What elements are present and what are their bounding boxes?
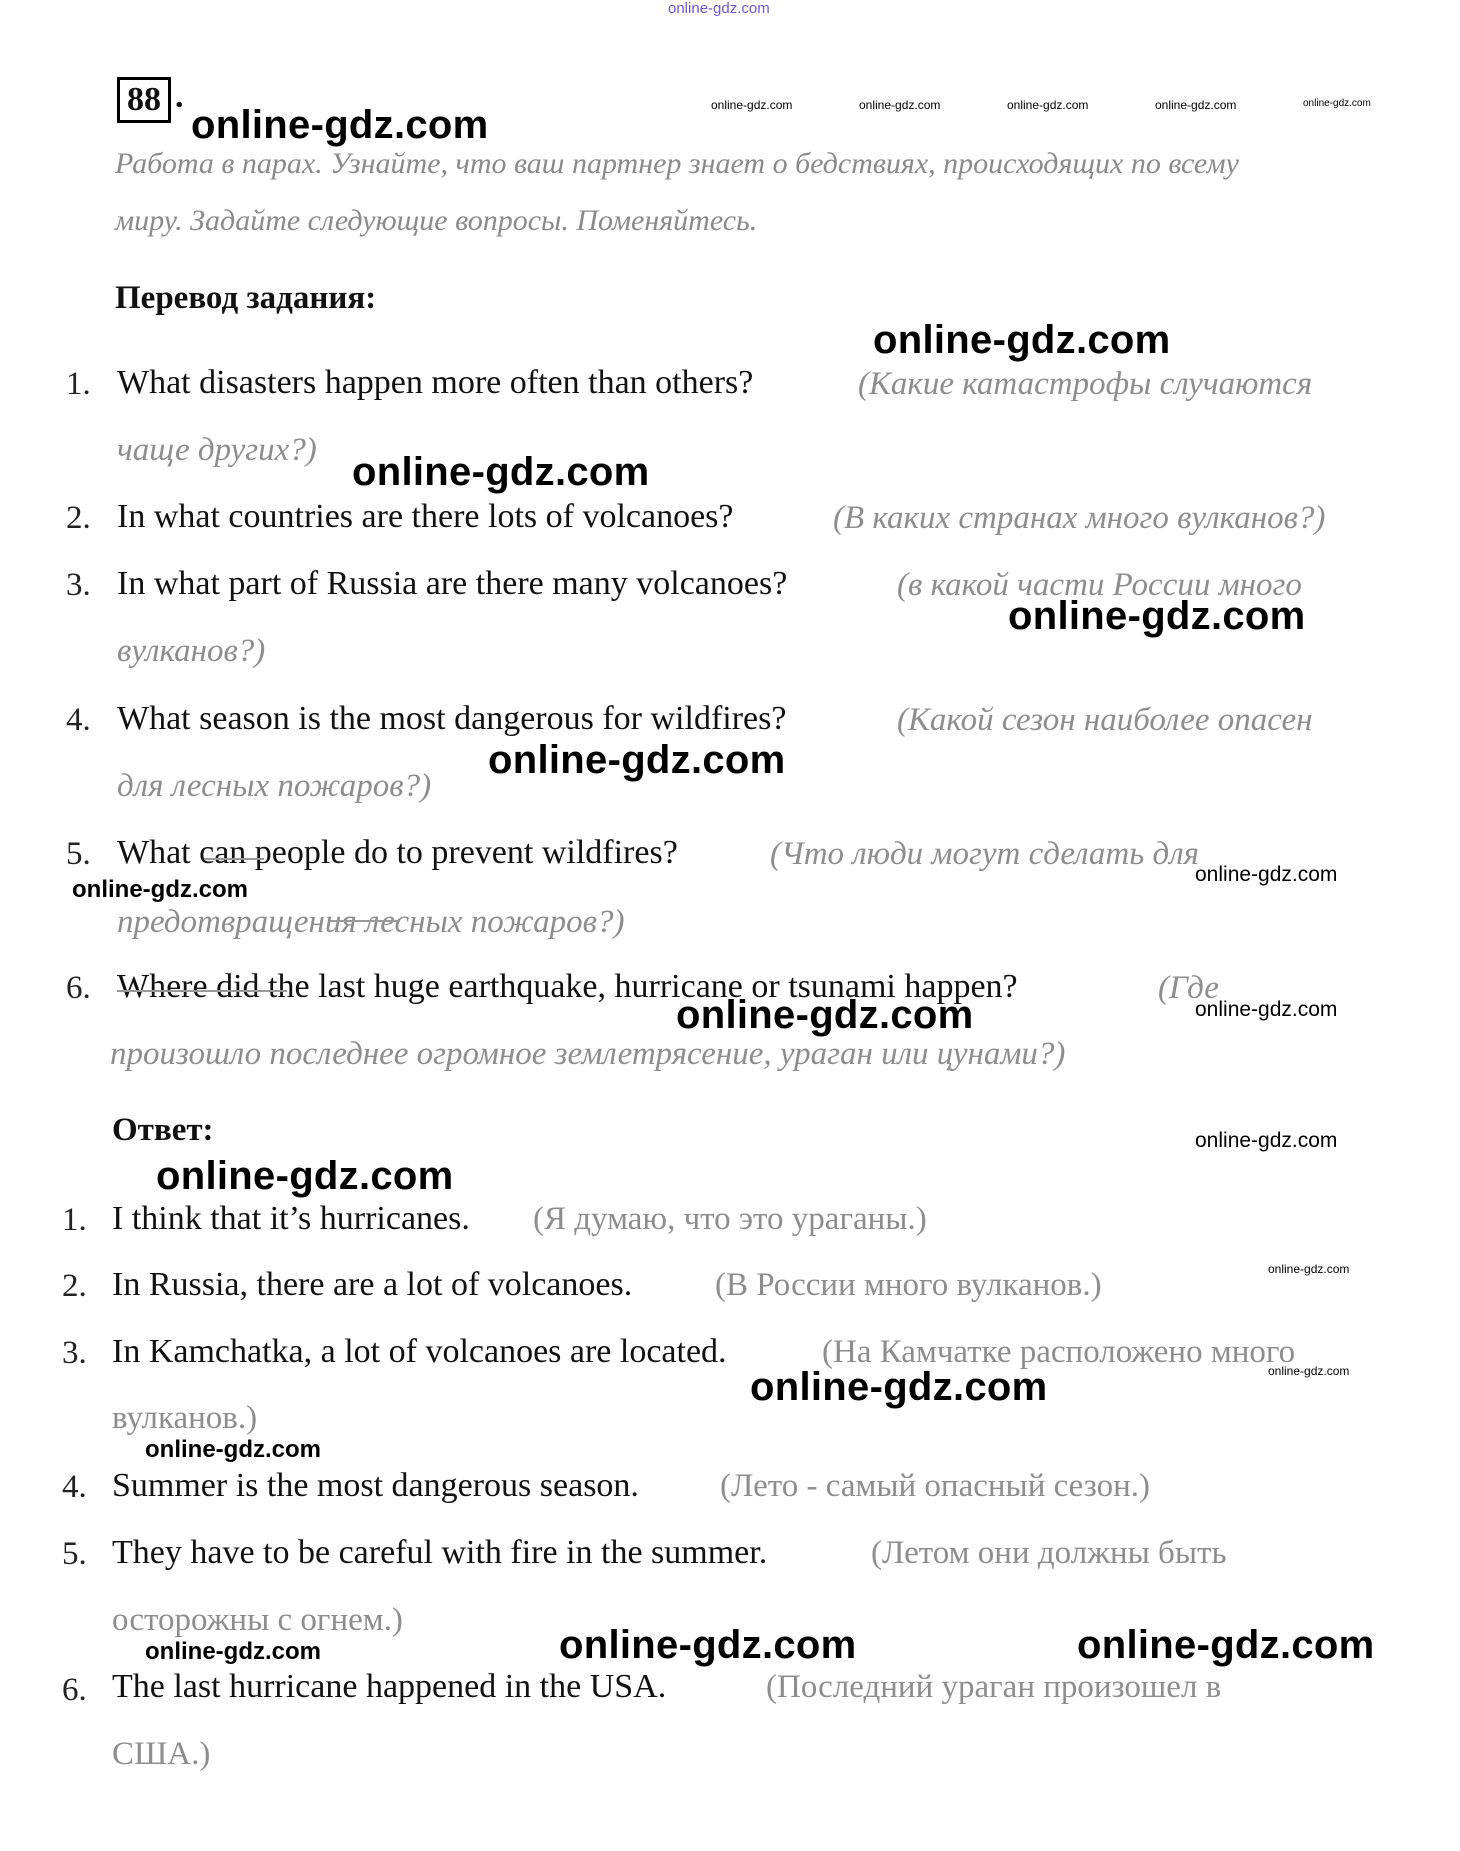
task-number-dot: . bbox=[175, 78, 184, 115]
watermark-large: online-gdz.com bbox=[156, 1154, 454, 1198]
answer-item-russian-cont: вулканов.) bbox=[112, 1400, 258, 1436]
answer-item-english: They have to be careful with fire in the summer. bbox=[112, 1534, 768, 1571]
translation-item-number: 5. bbox=[66, 836, 91, 872]
watermark-header-3: online-gdz.com bbox=[1007, 98, 1089, 112]
answer-item-russian: (Лето - самый опасный сезон.) bbox=[720, 1468, 1150, 1504]
answer-item-russian: (Последний ураган произошел в bbox=[766, 1669, 1222, 1705]
watermark-small: online-gdz.com bbox=[1195, 1129, 1338, 1152]
translation-item-russian-cont: для лесных пожаров?) bbox=[117, 768, 432, 804]
translation-item-russian: (Какие катастрофы случаются bbox=[858, 366, 1313, 402]
task-intro-line1: Работа в парах. Узнайте, что ваш партнер знает о бедствиях, происходящих по всему bbox=[115, 147, 1239, 180]
watermark-large: online-gdz.com bbox=[676, 993, 974, 1037]
translation-item-russian: (В каких странах много вулканов?) bbox=[833, 500, 1326, 536]
scan-artifact-line bbox=[117, 990, 287, 992]
answer-item-number: 4. bbox=[62, 1469, 87, 1505]
watermark-large: online-gdz.com bbox=[488, 738, 786, 782]
translation-item-russian: (Где bbox=[1158, 970, 1219, 1006]
scan-artifact-line bbox=[330, 920, 400, 922]
watermark-header-4: online-gdz.com bbox=[1155, 98, 1237, 112]
watermark-tiny: online-gdz.com bbox=[1268, 1364, 1350, 1378]
watermark-header-1: online-gdz.com bbox=[711, 98, 793, 112]
watermark-top: online-gdz.com bbox=[668, 0, 770, 17]
task-number: 88 bbox=[117, 77, 171, 123]
translation-item-english: What disasters happen more often than others? bbox=[117, 364, 754, 401]
translation-item-russian: (Что люди могут сделать для bbox=[770, 836, 1199, 872]
translation-item-english: Where did the last huge earthquake, hurricane or tsunami happen? bbox=[117, 968, 1018, 1005]
translation-item-russian-cont: произошло последнее огромное землетрясение, ураган или цунами?) bbox=[110, 1036, 1066, 1072]
translation-item-number: 2. bbox=[66, 500, 91, 536]
answer-item-english: Summer is the most dangerous season. bbox=[112, 1467, 639, 1504]
answer-heading: Ответ: bbox=[112, 1112, 214, 1148]
watermark-large: online-gdz.com bbox=[559, 1623, 857, 1667]
watermark-large: online-gdz.com bbox=[750, 1365, 1048, 1409]
answer-item-number: 5. bbox=[62, 1536, 87, 1572]
watermark-large: online-gdz.com bbox=[873, 318, 1171, 362]
answer-item-russian: (На Камчатке расположено много bbox=[822, 1334, 1296, 1370]
answer-item-number: 3. bbox=[62, 1335, 87, 1371]
watermark-small: online-gdz.com bbox=[1195, 863, 1338, 886]
answer-item-number: 6. bbox=[62, 1672, 87, 1708]
answer-item-english: In Kamchatka, a lot of volcanoes are located. bbox=[112, 1333, 727, 1370]
watermark-header-5: online-gdz.com bbox=[1303, 98, 1371, 109]
translation-item-english: What season is the most dangerous for wildfires? bbox=[117, 700, 787, 737]
scan-artifact-line bbox=[204, 858, 264, 860]
watermark-medium: online-gdz.com bbox=[72, 876, 248, 903]
translation-item-russian-cont: вулканов?) bbox=[117, 633, 266, 669]
watermark-tiny: online-gdz.com bbox=[1268, 1262, 1350, 1276]
answer-item-english: The last hurricane happened in the USA. bbox=[112, 1668, 667, 1705]
translation-item-english: What can people do to prevent wildfires? bbox=[117, 834, 678, 871]
watermark-large: online-gdz.com bbox=[1008, 594, 1306, 638]
answer-item-number: 1. bbox=[62, 1202, 87, 1238]
task-intro-line2: миру. Задайте следующие вопросы. Поменяйтесь. bbox=[115, 204, 758, 237]
watermark-small: online-gdz.com bbox=[1195, 998, 1338, 1021]
translation-item-number: 4. bbox=[66, 702, 91, 738]
answer-item-english: In Russia, there are a lot of volcanoes. bbox=[112, 1266, 633, 1303]
answer-item-russian: (В России много вулканов.) bbox=[715, 1267, 1102, 1303]
watermark-large: online-gdz.com bbox=[1077, 1623, 1375, 1667]
translation-item-number: 6. bbox=[66, 970, 91, 1006]
answer-item-russian-cont: США.) bbox=[112, 1736, 211, 1772]
answer-item-russian: (Летом они должны быть bbox=[871, 1535, 1227, 1571]
translation-item-russian-cont: чаще других?) bbox=[117, 432, 317, 468]
watermark-medium: online-gdz.com bbox=[145, 1436, 321, 1463]
answer-item-russian: (Я думаю, что это ураганы.) bbox=[533, 1201, 927, 1237]
translation-item-english: In what countries are there lots of volcanoes? bbox=[117, 498, 734, 535]
answer-item-english: I think that it’s hurricanes. bbox=[112, 1200, 470, 1237]
translation-item-russian: (Какой сезон наиболее опасен bbox=[897, 702, 1313, 738]
translation-item-english: In what part of Russia are there many volcanoes? bbox=[117, 565, 788, 602]
answer-item-russian-cont: осторожны с огнем.) bbox=[112, 1602, 403, 1638]
watermark-medium: online-gdz.com bbox=[145, 1638, 321, 1665]
watermark-large: online-gdz.com bbox=[191, 103, 489, 147]
watermark-header-2: online-gdz.com bbox=[859, 98, 941, 112]
translation-item-number: 3. bbox=[66, 567, 91, 603]
translation-item-russian: (в какой части России много bbox=[897, 567, 1302, 603]
translation-heading: Перевод задания: bbox=[115, 280, 377, 316]
translation-item-number: 1. bbox=[66, 366, 91, 402]
answer-item-number: 2. bbox=[62, 1268, 87, 1304]
translation-item-russian-cont: предотвращения лесных пожаров?) bbox=[117, 904, 625, 940]
watermark-large: online-gdz.com bbox=[352, 450, 650, 494]
